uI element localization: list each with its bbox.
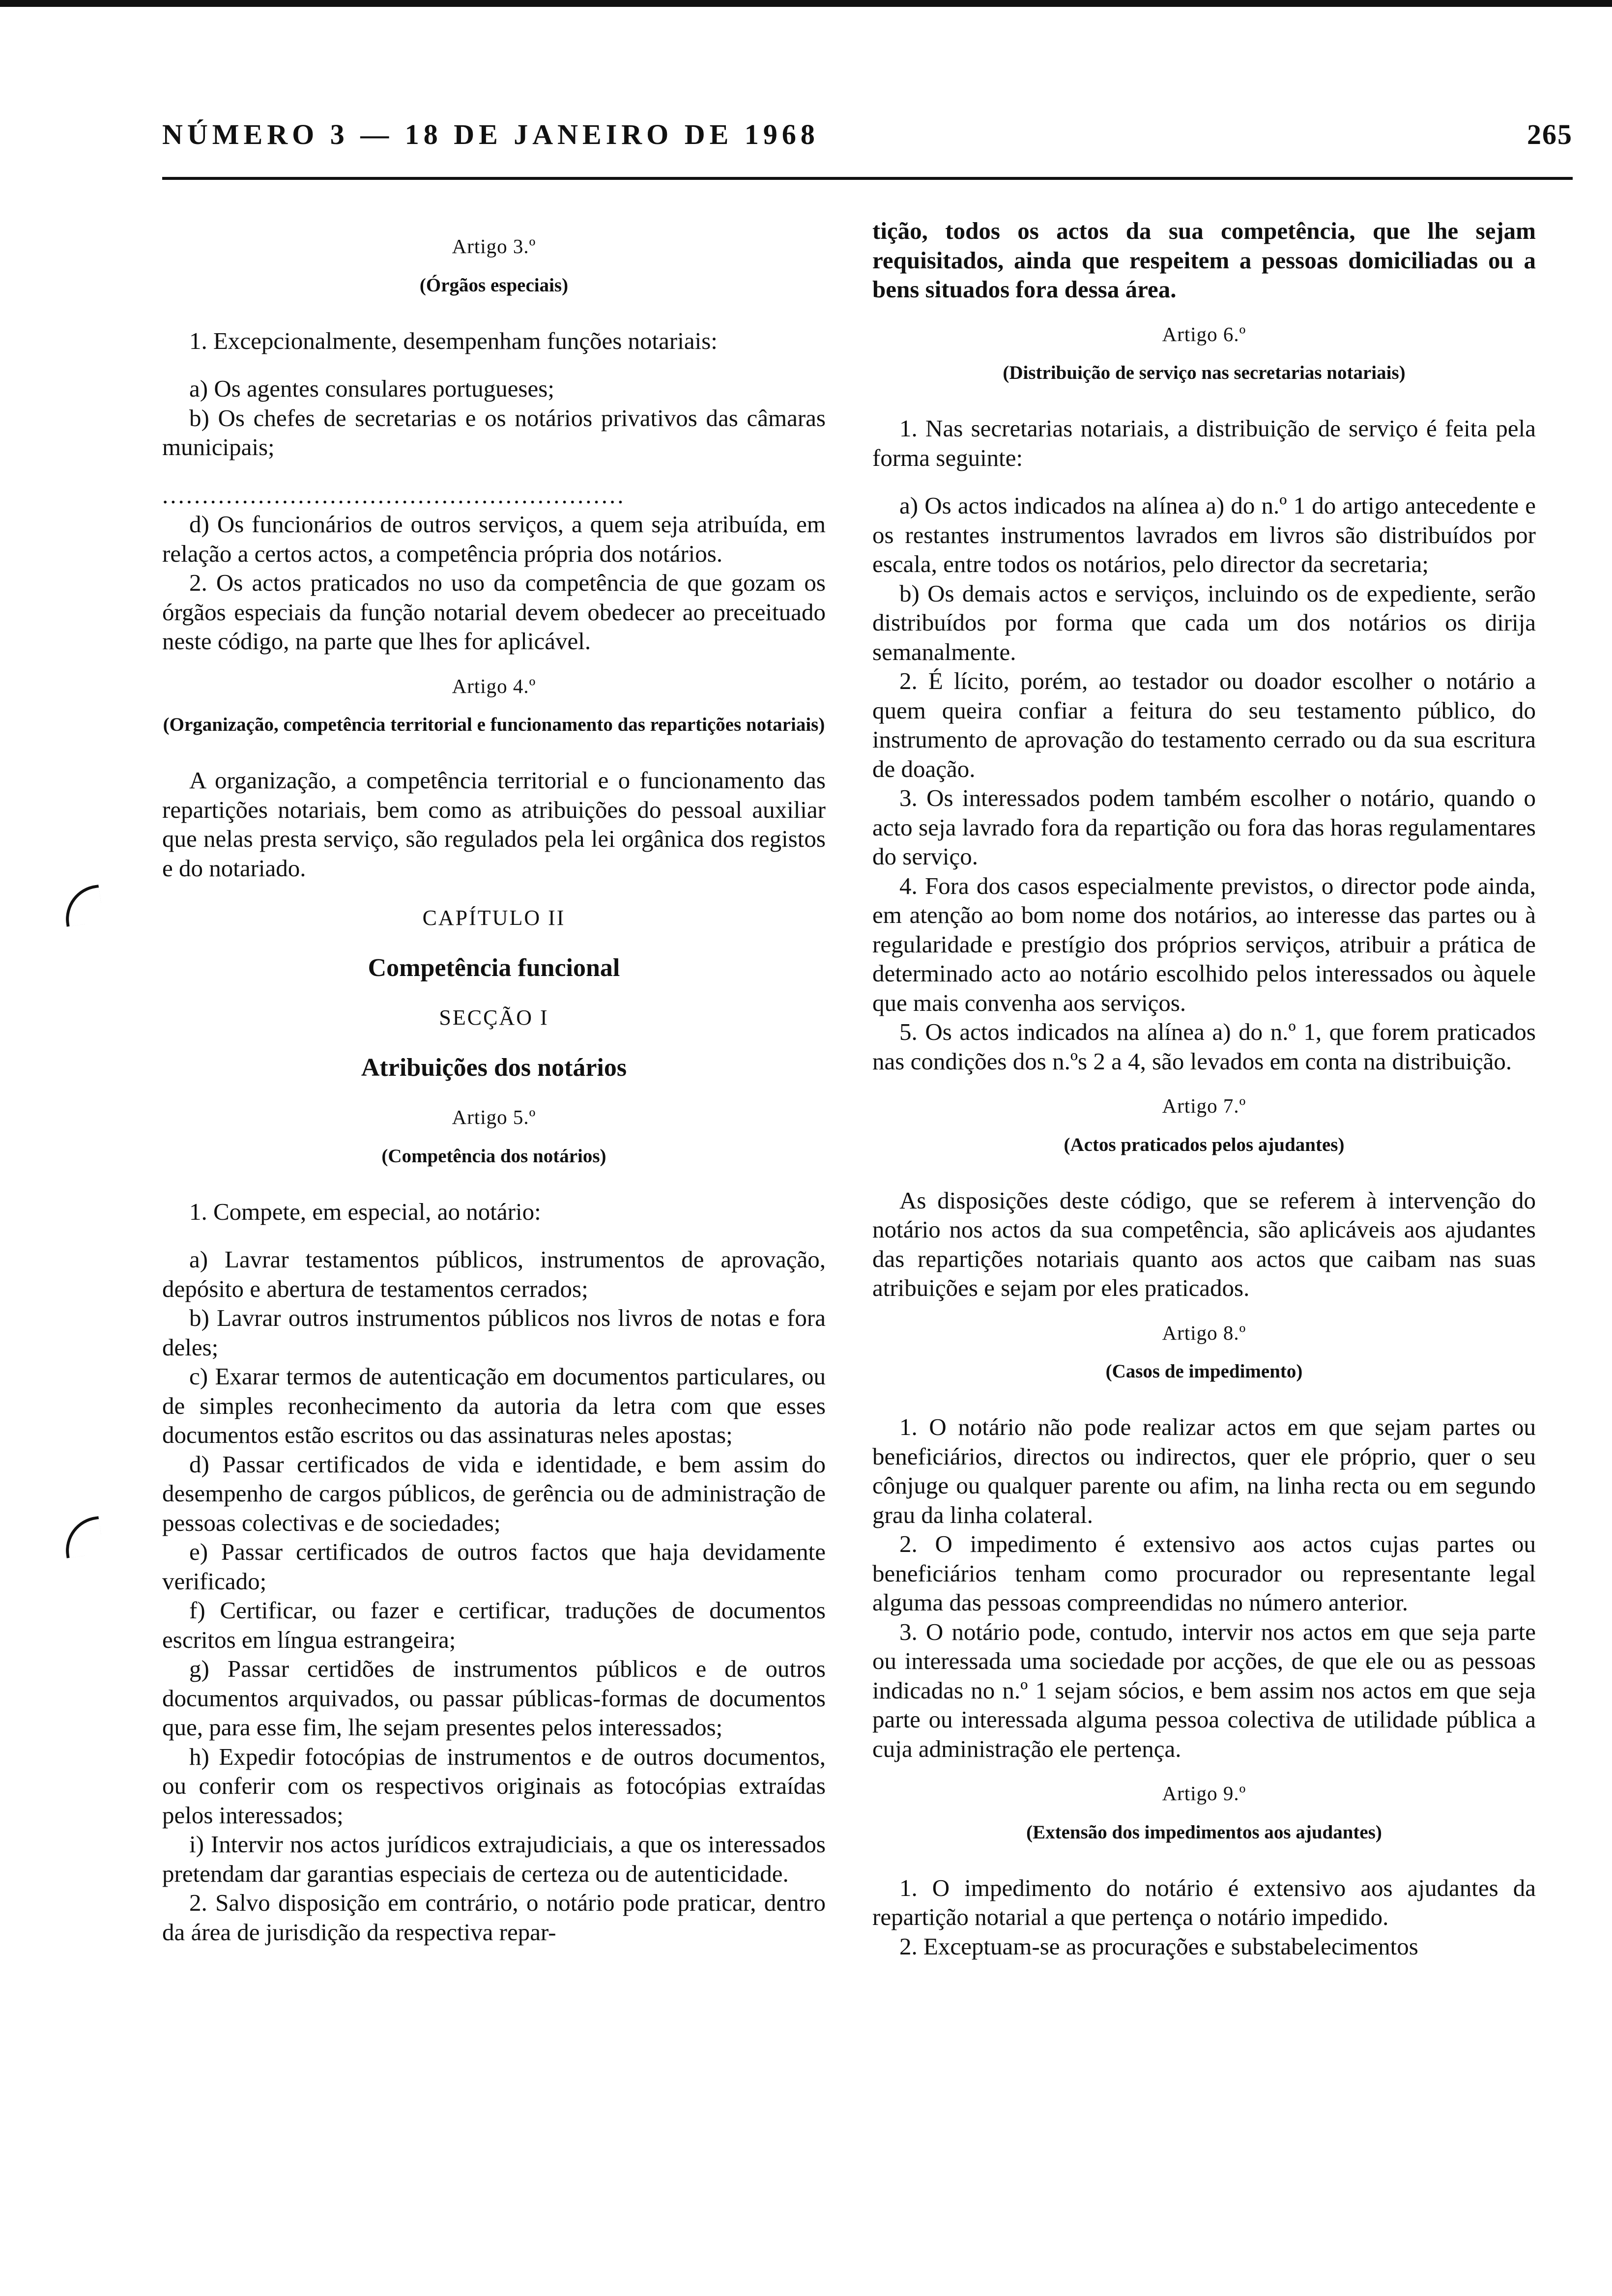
article-title: Artigo 7.º — [1162, 1094, 1246, 1117]
article-title: Artigo 9.º — [1162, 1782, 1246, 1805]
article-subtitle: (Organização, competência territorial e funcionamento das repartições notariais) — [163, 714, 825, 735]
list-item: a) Lavrar testamentos públicos, instrumentos de aprovação, depósito e abertura de testamentos cerrados; — [162, 1246, 826, 1302]
chapter-heading: CAPÍTULO II — [422, 906, 566, 930]
paragraph: A organização, a competência territorial e o funcionamento das repartições notariais, bem como as atribuições do pessoal auxiliar que nelas presta serviço, são regulados pela lei orgânica dos registos e do notariado. — [162, 767, 826, 882]
article-subtitle: (Competência dos notários) — [381, 1145, 606, 1167]
paragraph: 2. Os actos praticados no uso da competência de que gozam os órgãos especiais da função notarial devem obedecer ao preceituado neste código, na parte que lhes for aplicável. — [162, 569, 826, 655]
right-column — [872, 216, 1536, 1961]
list-item: h) Expedir fotocópias de instrumentos e de outros documentos, ou conferir com os respectivos originais as fotocópias extraídas pelos interessados; — [162, 1743, 826, 1829]
page-number: 265 — [1527, 118, 1573, 150]
paragraph: tição, todos os actos da sua competência, que lhe sejam requisitados, ainda que respeitem a pessoas domiciliadas ou a bens situados fora dessa área. — [872, 217, 1536, 303]
margin-mark — [61, 1516, 104, 1558]
paragraph: 2. Salvo disposição em contrário, o notário pode praticar, dentro da área de jurisdição da respectiva repar- — [162, 1889, 826, 1946]
paragraph: 1. O impedimento do notário é extensivo aos ajudantes da repartição notarial a que pertença o notário impedido. — [872, 1874, 1536, 1930]
omission-dots: .......................................................... — [162, 481, 626, 509]
list-item: a) Os agentes consulares portugueses; — [189, 375, 554, 402]
article-subtitle: (Órgãos especiais) — [419, 274, 569, 296]
article-title: Artigo 4.º — [452, 674, 536, 697]
list-item: a) Os actos indicados na alínea a) do n.º 1 do artigo antecedente e os restantes instrumentos lavrados em livros são distribuídos por escala, entre todos os notários, pelo director da secretaria; — [872, 492, 1536, 577]
paragraph: 3. Os interessados podem também escolher o notário, quando o acto seja lavrado fora da repartição ou fora das horas regulamentares do serviço. — [872, 784, 1536, 870]
page-header — [162, 118, 1573, 162]
paragraph: As disposições deste código, que se referem à intervenção do notário nos actos da sua competência, são aplicáveis aos ajudantes das repartições notariais quanto aos actos que caibam nas suas atribuições e sejam por eles praticados. — [872, 1186, 1536, 1301]
list-item: c) Exarar termos de autenticação em documentos particulares, ou de simples reconhecimento da autoria da letra com que esses documentos estão escritos ou das assinaturas neles apostas; — [162, 1363, 826, 1448]
article-title: Artigo 3.º — [452, 235, 536, 258]
article-title: Artigo 6.º — [1162, 322, 1246, 345]
margin-mark — [61, 885, 104, 927]
paragraph: 1. Excepcionalmente, desempenham funções notariais: — [189, 327, 718, 354]
paragraph: 2. Exceptuam-se as procurações e substabelecimentos — [899, 1932, 1418, 1960]
section-heading: SECÇÃO I — [439, 1005, 549, 1030]
article-subtitle: (Extensão dos impedimentos aos ajudantes) — [1026, 1821, 1382, 1843]
list-item: e) Passar certificados de outros factos que haja devidamente verificado; — [162, 1538, 826, 1595]
paragraph: 1. O notário não pode realizar actos em que sejam partes ou beneficiários, directos ou indirectos, quer ele próprio, quer o seu cônjuge ou qualquer parente ou afim, na linha recta ou em segundo grau da linha colateral. — [872, 1413, 1536, 1528]
paragraph: 3. O notário pode, contudo, intervir nos actos em que seja parte ou interessada uma sociedade por acções, de que ele ou as pessoas indicadas no n.º 1 sejam sócios, e bem assim nos actos em que seja parte ou interessada alguma pessoa colectiva de utilidade pública a cuja administração ele pertença. — [872, 1618, 1536, 1762]
header-rule — [162, 177, 1573, 180]
paragraph: 2. O impedimento é extensivo aos actos cujas partes ou beneficiários tenham como procurador ou representante legal alguma das pessoas compreendidas no número anterior. — [872, 1530, 1536, 1616]
list-item: b) Lavrar outros instrumentos públicos nos livros de notas e fora deles; — [162, 1304, 826, 1361]
article-title: Artigo 5.º — [452, 1106, 536, 1128]
paragraph: 4. Fora dos casos especialmente previstos, o director pode ainda, em atenção ao bom nome dos notários, ao interesse das partes ou à regularidade e prestígio dos próprios serviços, atribuir a prática de determinado acto ao notário escolhido pelos interessados ou àquele que mais convenha aos serviços. — [872, 872, 1536, 1016]
article-subtitle: (Casos de impedimento) — [1105, 1361, 1303, 1382]
list-item: b) Os chefes de secretarias e os notários privativos das câmaras municipais; — [162, 404, 826, 460]
list-item: i) Intervir nos actos jurídicos extrajudiciais, a que os interessados pretendam dar garantias especiais de certeza ou de autenticidade. — [162, 1831, 826, 1887]
article-subtitle: (Distribuição de serviço nas secretarias notariais) — [1003, 362, 1406, 383]
list-item: b) Os demais actos e serviços, incluindo os de expediente, serão distribuídos por forma que cada um dos notários os dirija semanalmente. — [872, 579, 1536, 665]
article-title: Artigo 8.º — [1162, 1321, 1246, 1344]
list-item: d) Os funcionários de outros serviços, a quem seja atribuída, em relação a certos actos, a competência própria dos notários. — [162, 511, 826, 567]
section-title: Atribuições dos notários — [361, 1053, 627, 1082]
issue-date: NÚMERO 3 — 18 DE JANEIRO DE 1968 — [162, 118, 819, 150]
list-item: d) Passar certificados de vida e identidade, e bem assim do desempenho de cargos públicos, de gerência ou de administração de pessoas colectivas e de sociedades; — [162, 1450, 826, 1536]
paragraph: 1. Compete, em especial, ao notário: — [189, 1198, 541, 1225]
paragraph: 5. Os actos indicados na alínea a) do n.º 1, que forem praticados nas condições dos n.ºs 2 a 4, são levados em conta na distribuição. — [872, 1018, 1536, 1075]
top-border — [0, 0, 1612, 7]
paragraph: 2. É lícito, porém, ao testador ou doador escolher o notário a quem queira confiar a feitura do seu testamento público, do instrumento de aprovação do testamento cerrado ou da sua escritura de doação. — [872, 667, 1536, 782]
left-column — [162, 216, 826, 1947]
paragraph: 1. Nas secretarias notariais, a distribuição de serviço é feita pela forma seguinte: — [872, 415, 1536, 471]
chapter-title: Competência funcional — [368, 953, 620, 982]
list-item: f) Certificar, ou fazer e certificar, traduções de documentos escritos em língua estrangeira; — [162, 1597, 826, 1653]
article-subtitle: (Actos praticados pelos ajudantes) — [1064, 1134, 1345, 1155]
list-item: g) Passar certidões de instrumentos públicos e de outros documentos arquivados, ou passar públicas-formas de documentos que, para esse fim, lhe sejam presentes pelos interessados; — [162, 1655, 826, 1741]
